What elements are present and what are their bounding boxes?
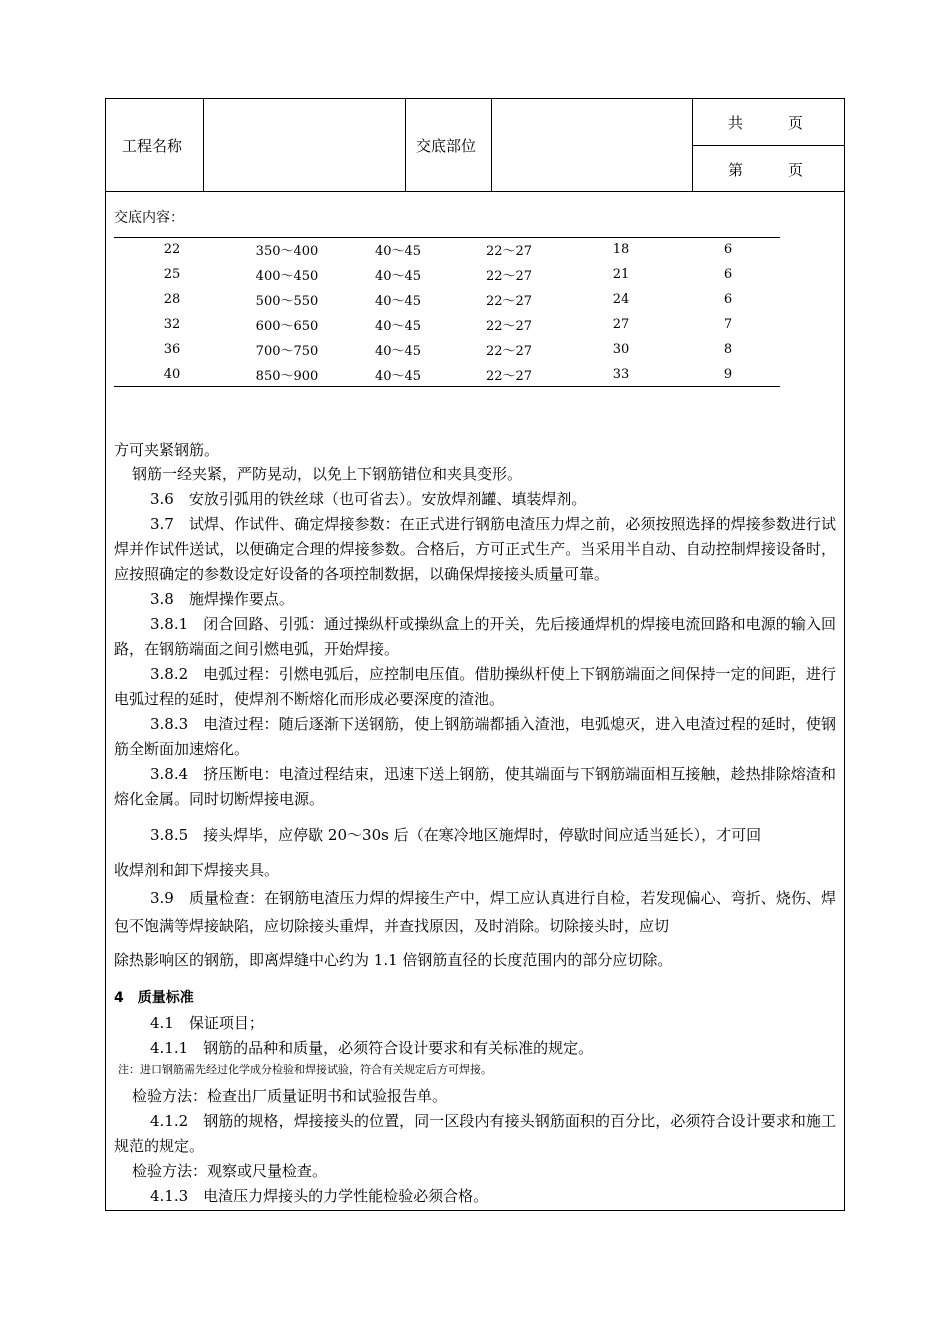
- table-row: [114, 237, 780, 262]
- table-row: [114, 362, 780, 387]
- inspection-method: 检验方法：观察或尺量检查。: [132, 1162, 328, 1180]
- table-cell: 700～750: [255, 344, 319, 359]
- content-label: 交底内容：: [114, 210, 184, 226]
- table-cell: 9: [723, 367, 733, 382]
- section-3-8-5-cont: 收焊剂和卸下焊接夹具。: [114, 861, 280, 879]
- total-pages-label: 共 页: [728, 114, 804, 132]
- table-row: [114, 262, 780, 287]
- table-cell: 350～400: [255, 244, 319, 259]
- body-paragraph: 方可夹紧钢筋。: [114, 441, 220, 459]
- section-3-8-5: 3.8.5 接头焊毕，应停歇 20～30s 后（在寒冷地区施焊时，停歇时间应适当延长），才可回: [150, 826, 762, 844]
- table-row: [114, 312, 780, 337]
- section-3-8-1: 3.8.1 闭合回路、引弧：通过操纵杆或操纵盒上的开关，先后接通焊机的焊接电流回路和电源的输入回路，在钢筋端面之间引燃电弧，开始焊接。: [114, 615, 836, 658]
- table-bottom-rule: [114, 386, 780, 387]
- table-cell: 7: [723, 317, 733, 332]
- table-cell: 6: [723, 242, 733, 257]
- table-cell: 33: [612, 367, 630, 382]
- table-cell: 600～650: [255, 319, 319, 334]
- table-row: [114, 337, 780, 362]
- section-4-1-1: 4.1.1 钢筋的品种和质量，必须符合设计要求和有关标准的规定。: [150, 1039, 594, 1057]
- section-4-1-3: 4.1.3 电渣压力焊接头的力学性能检验必须合格。: [150, 1187, 489, 1205]
- table-row: [114, 287, 780, 312]
- table-cell: 18: [612, 242, 630, 257]
- table-cell: 40～45: [374, 319, 422, 334]
- table-cell: 40～45: [374, 244, 422, 259]
- table-cell: 22～27: [485, 269, 533, 284]
- table-cell: 22～27: [485, 369, 533, 384]
- header-divider: [692, 145, 844, 146]
- header-table: [106, 99, 844, 192]
- note-text: 注：进口钢筋需先经过化学成分检验和焊接试验，符合有关规定后方可焊接。: [118, 1063, 492, 1076]
- table-cell: 6: [723, 267, 733, 282]
- table-cell: 40～45: [374, 294, 422, 309]
- table-cell: 32: [163, 317, 181, 332]
- table-cell: 22～27: [485, 344, 533, 359]
- header-divider: [203, 99, 204, 192]
- section-3-9-cont: 除热影响区的钢筋，即离焊缝中心约为 1.1 倍钢筋直径的长度范围内的部分应切除。: [114, 951, 673, 969]
- parameter-table: [114, 237, 780, 387]
- project-name-label: 工程名称: [122, 137, 183, 155]
- section-3-8: 3.8 施焊操作要点。: [150, 590, 294, 608]
- table-cell: 25: [163, 267, 181, 282]
- section-3-7: 3.7 试焊、作试件、确定焊接参数：在正式进行钢筋电渣压力焊之前，必须按照选择的焊接参数进行试焊并作试件送试，以便确定合理的焊接参数。合格后，方可正式生产。当采用半自动、自动控制焊接设备时，应按照确定的参数设定好设备的各项控制数据，以确保焊接接头质量可靠。: [114, 515, 836, 583]
- section-3-9: 3.9 质量检查：在钢筋电渣压力焊的焊接生产中，焊工应认真进行自检，若发现偏心、弯折、烧伤、焊包不饱满等焊接缺陷，应切除接头重焊，并查找原因，及时消除。切除接头时，应切: [114, 889, 836, 935]
- table-cell: 8: [723, 342, 733, 357]
- table-cell: 36: [163, 342, 181, 357]
- table-cell: 24: [612, 292, 630, 307]
- document-frame: [105, 98, 845, 1211]
- table-cell: 40: [163, 367, 181, 382]
- header-divider: [405, 99, 406, 192]
- table-cell: 40～45: [374, 344, 422, 359]
- header-divider: [491, 99, 492, 192]
- body-paragraph: 钢筋一经夹紧，严防晃动，以免上下钢筋错位和夹具变形。: [132, 465, 523, 483]
- page-number-label: 第 页: [728, 161, 804, 179]
- table-cell: 21: [612, 267, 630, 282]
- table-cell: 28: [163, 292, 181, 307]
- section-3-6: 3.6 安放引弧用的铁丝球（也可省去）。安放焊剂罐、填装焊剂。: [150, 490, 587, 508]
- table-cell: 22: [163, 242, 181, 257]
- section-3-8-4: 3.8.4 挤压断电：电渣过程结束，迅速下送上钢筋，使其端面与下钢筋端面相互接触，趁热排除熔渣和熔化金属。同时切断焊接电源。: [114, 765, 836, 808]
- table-cell: 22～27: [485, 294, 533, 309]
- table-cell: 40～45: [374, 369, 422, 384]
- section-4-1-2: 4.1.2 钢筋的规格，焊接接头的位置，同一区段内有接头钢筋面积的百分比，必须符合设计要求和施工规范的规定。: [114, 1112, 836, 1155]
- inspection-method: 检验方法：检查出厂质量证明书和试验报告单。: [132, 1087, 448, 1105]
- table-cell: 850～900: [255, 369, 319, 384]
- table-cell: 22～27: [485, 244, 533, 259]
- table-cell: 40～45: [374, 269, 422, 284]
- table-cell: 22～27: [485, 319, 533, 334]
- section-3-8-3: 3.8.3 电渣过程：随后逐渐下送钢筋，使上钢筋端都插入渣池，电弧熄灭，进入电渣过程的延时，使钢筋全断面加速熔化。: [114, 715, 836, 758]
- table-cell: 400～450: [255, 269, 319, 284]
- table-cell: 27: [612, 317, 630, 332]
- table-cell: 500～550: [255, 294, 319, 309]
- location-label: 交底部位: [416, 137, 477, 155]
- table-cell: 30: [612, 342, 630, 357]
- section-4-heading: 4 质量标准: [114, 990, 194, 1006]
- table-cell: 6: [723, 292, 733, 307]
- section-3-8-2: 3.8.2 电弧过程：引燃电弧后，应控制电压值。借肋操纵杆使上下钢筋端面之间保持一定的间距，进行电弧过程的延时，使焊剂不断熔化而形成必要深度的渣池。: [114, 665, 836, 708]
- section-4-1: 4.1 保证项目；: [150, 1014, 264, 1032]
